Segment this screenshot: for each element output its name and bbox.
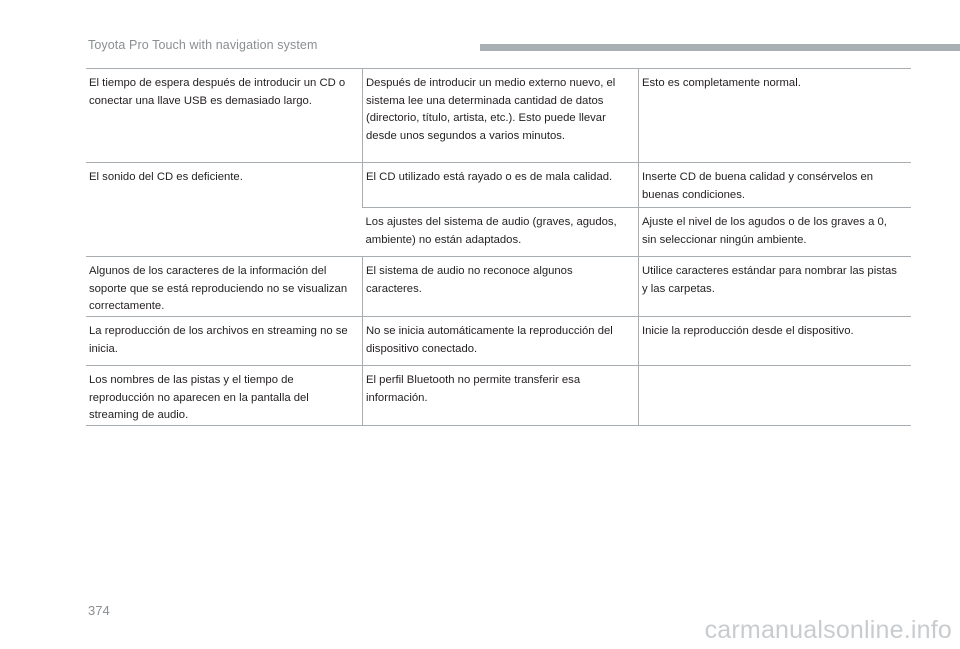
troubleshooting-table [86, 68, 911, 426]
table-row [86, 257, 911, 317]
cause-cell: El CD utilizado está rayado o es de mala calidad. [363, 163, 639, 208]
solution-cell: Esto es completamente normal. [639, 69, 912, 163]
watermark-text: carmanualsonline.info [704, 616, 952, 644]
problem-cell: El sonido del CD es deficiente. [86, 163, 363, 257]
cause-cell: El perfil Bluetooth no permite transferir esa información. [363, 366, 639, 426]
solution-cell: Inserte CD de buena calidad y consérvelos en buenas condiciones. [639, 163, 912, 208]
page-number: 374 [88, 603, 110, 618]
problem-cell: Algunos de los caracteres de la información del soporte que se está reproduciendo no se visualizan correctamente. [86, 257, 363, 317]
solution-cell: Ajuste el nivel de los agudos o de los graves a 0, sin seleccionar ningún ambiente. [639, 208, 912, 257]
problem-cell: El tiempo de espera después de introducir un CD o conectar una llave USB es demasiado largo. [86, 69, 363, 163]
solution-cell: Inicie la reproducción desde el dispositivo. [639, 317, 912, 366]
cause-cell: Después de introducir un medio externo nuevo, el sistema lee una determinada cantidad de datos (directorio, título, artista, etc.). Esto puede llevar desde unos segundos a varios minutos. [363, 69, 639, 163]
solution-cell [639, 366, 912, 426]
table-row [86, 69, 911, 163]
cause-cell: Los ajustes del sistema de audio (graves, agudos, ambiente) no están adaptados. [363, 208, 639, 257]
problem-cell: Los nombres de las pistas y el tiempo de reproducción no aparecen en la pantalla del streaming de audio. [86, 366, 363, 426]
running-header-title: Toyota Pro Touch with navigation system [88, 38, 318, 52]
problem-cell: La reproducción de los archivos en streaming no se inicia. [86, 317, 363, 366]
cause-cell: El sistema de audio no reconoce algunos caracteres. [363, 257, 639, 317]
table-row [86, 317, 911, 366]
cause-cell: No se inicia automáticamente la reproducción del dispositivo conectado. [363, 317, 639, 366]
table-row [86, 163, 911, 208]
header-bar [480, 44, 960, 51]
table-row [86, 366, 911, 426]
solution-cell: Utilice caracteres estándar para nombrar las pistas y las carpetas. [639, 257, 912, 317]
